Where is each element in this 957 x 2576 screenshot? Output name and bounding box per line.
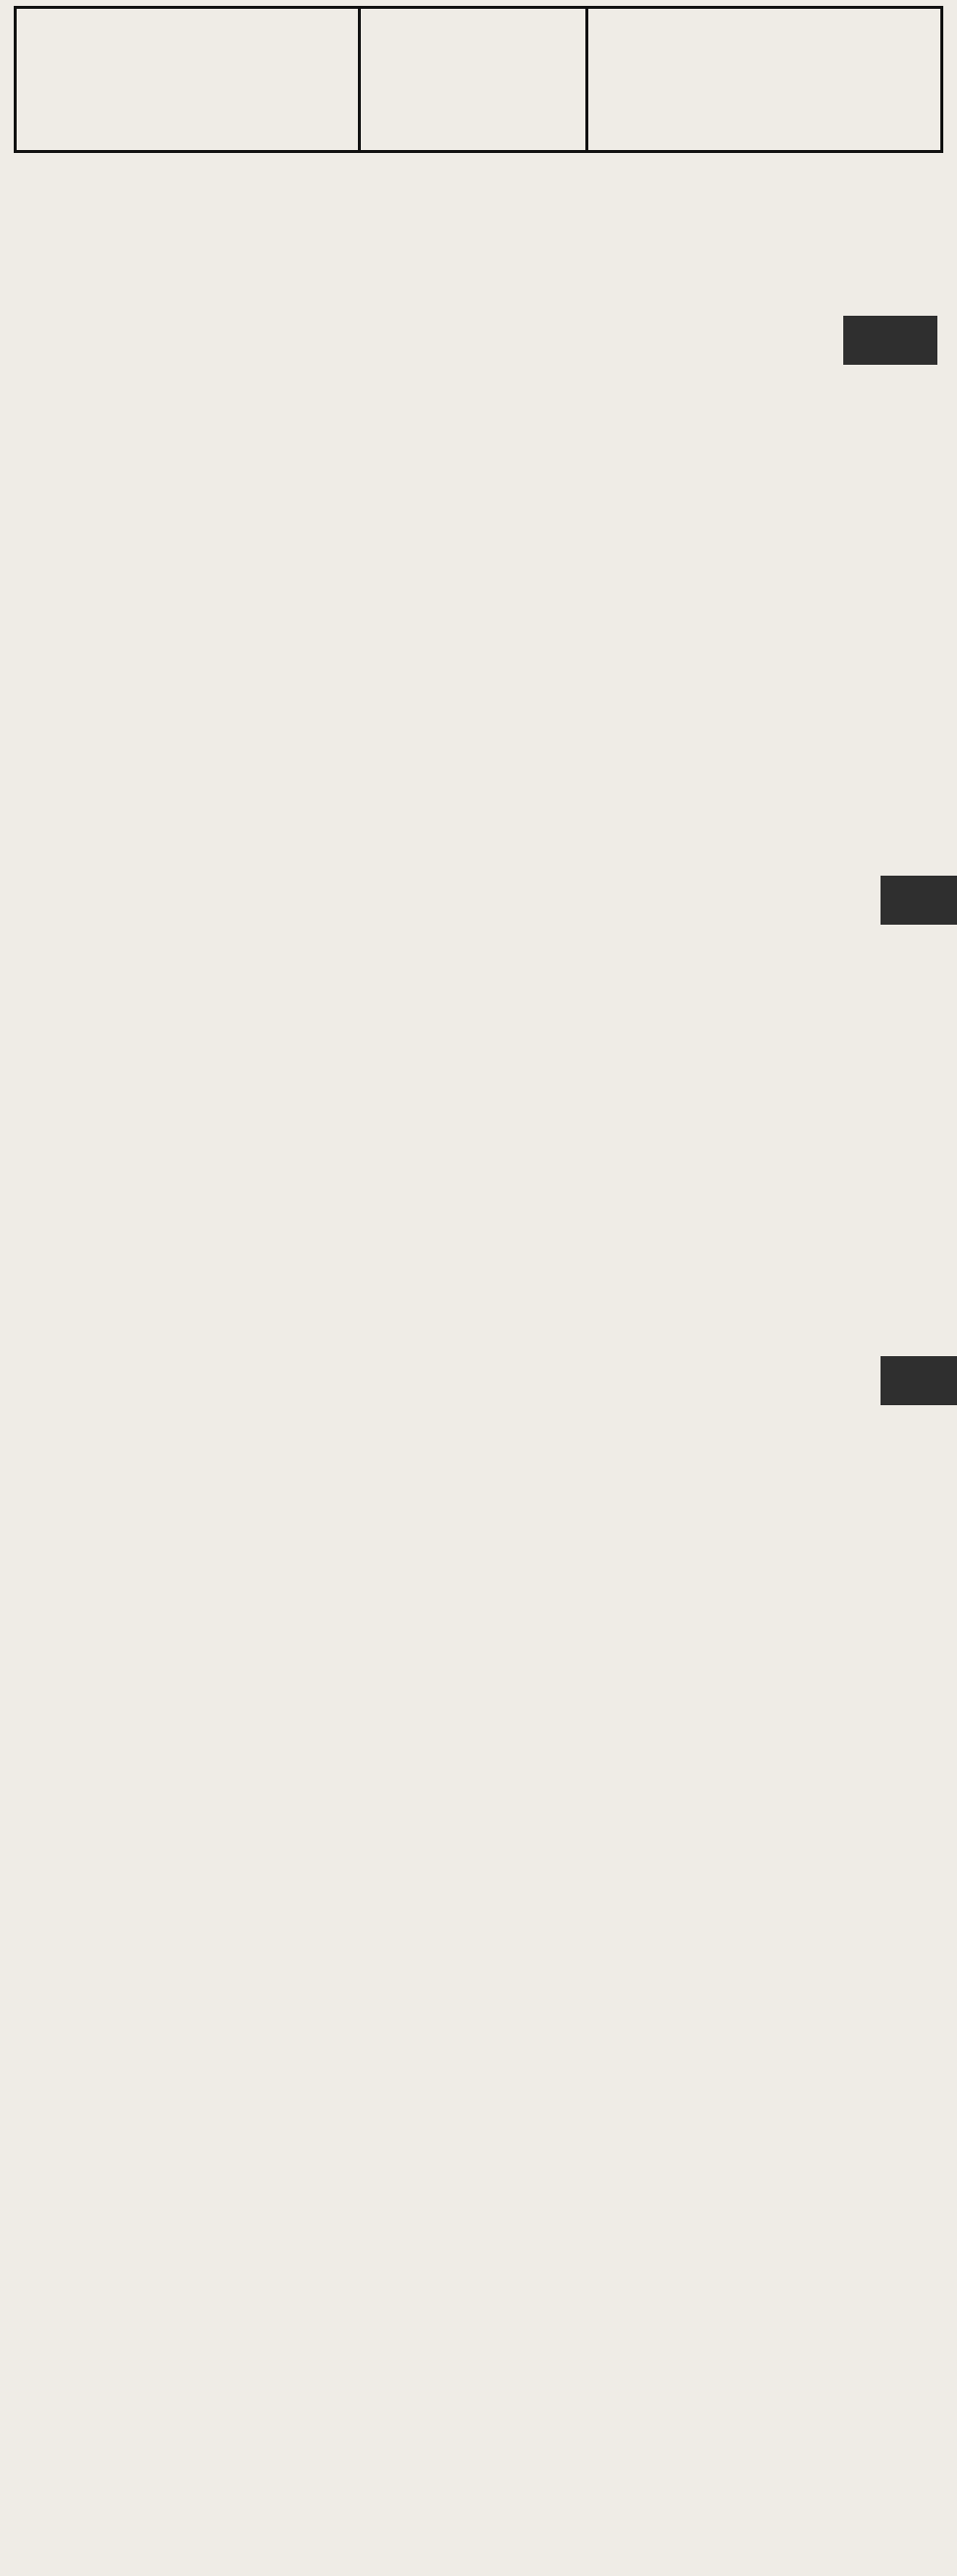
question-2-number [843,316,937,365]
question-3-number [881,876,957,925]
header-board-cell [358,9,585,150]
question-4-number [881,1356,957,1405]
header-table [14,6,943,153]
header-paper-cell [23,9,358,150]
header-subject-cell [585,9,940,150]
